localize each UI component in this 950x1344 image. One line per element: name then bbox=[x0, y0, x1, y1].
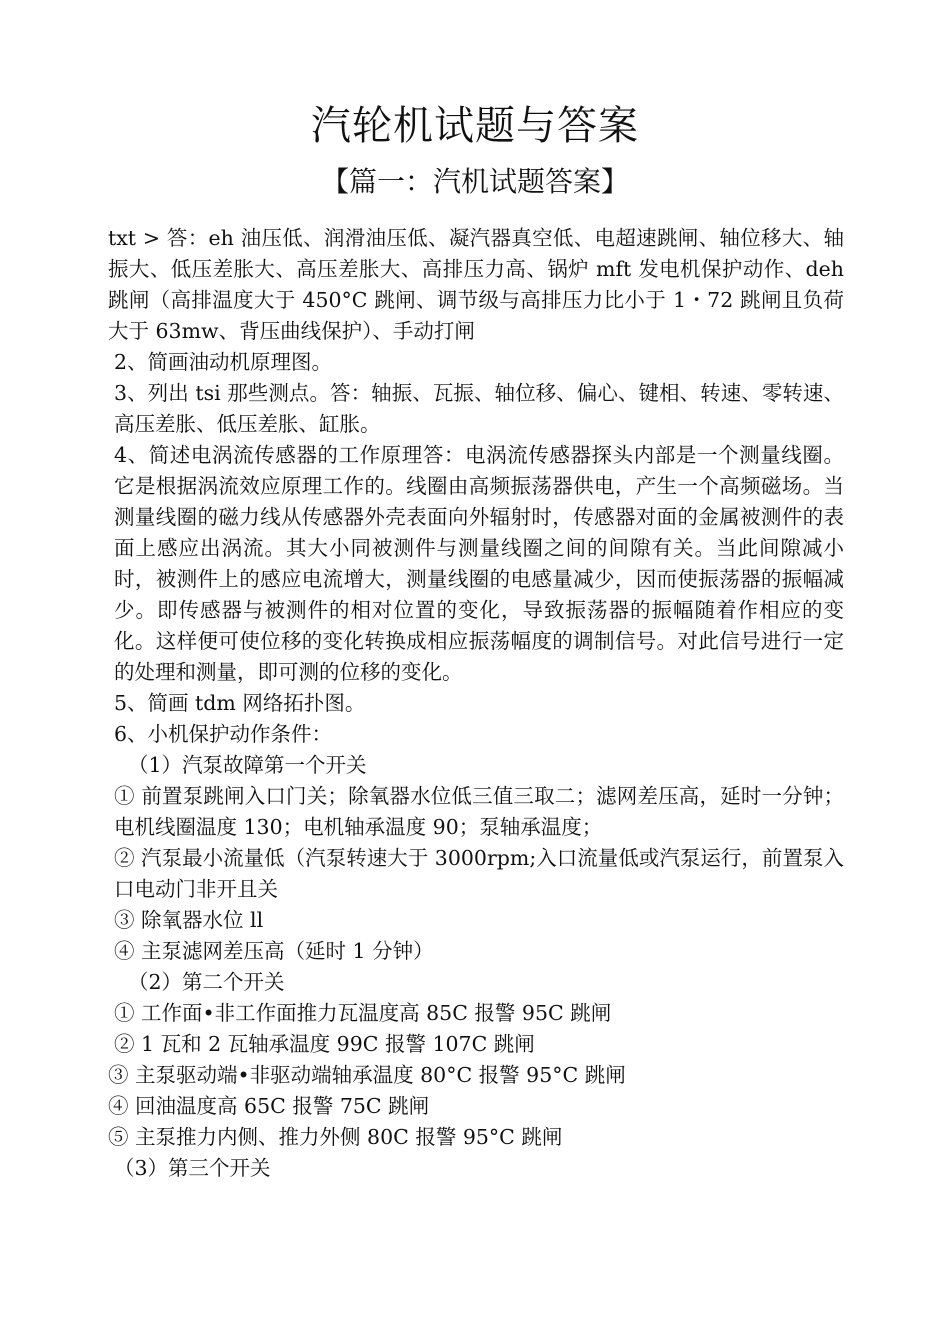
paragraph-answer-1: txt > 答：eh 油压低、润滑油压低、凝汽器真空低、电超速跳闸、轴位移大、轴振大、低压差胀大、高压差胀大、高排压力高、锅炉 mft 发电机保护动作、deh 跳闸（高排温度大于 450°C 跳闸、调节级与高排压力比小于 1・72 跳闸且负荷大于 63mw、背压曲线保护）、手动打闸 bbox=[108, 226, 844, 343]
paragraph-question-3: 3、列出 tsi 那些测点。答：轴振、瓦振、轴位移、偏心、键相、转速、零转速、高压差胀、低压差胀、缸胀。 bbox=[114, 381, 844, 436]
paragraph-question-6: 6、小机保护动作条件： bbox=[114, 722, 333, 746]
list-item: ① 前置泵跳闸入口门关；除氧器水位低三值三取二；滤网差压高，延时一分钟；电机线圈温度 130；电机轴承温度 90；泵轴承温度； bbox=[114, 784, 844, 839]
list-item: ③ 主泵驱动端•非驱动端轴承温度 80°C 报警 95°C 跳闸 bbox=[108, 1063, 626, 1087]
list-item: ② 汽泵最小流量低（汽泵转速大于 3000rpm;入口流量低或汽泵运行，前置泵入口电动门非开且关 bbox=[114, 846, 844, 901]
list-item: ④ 主泵滤网差压高（延时 1 分钟） bbox=[114, 939, 434, 963]
paragraph-question-5: 5、简画 tdm 网络拓扑图。 bbox=[114, 691, 366, 715]
paragraph-question-2: 2、简画油动机原理图。 bbox=[114, 350, 333, 374]
list-item: ① 工作面•非工作面推力瓦温度高 85C 报警 95C 跳闸 bbox=[114, 1001, 612, 1025]
list-item: ② 1 瓦和 2 瓦轴承温度 99C 报警 107C 跳闸 bbox=[114, 1032, 535, 1056]
list-item: ③ 除氧器水位 ll bbox=[114, 908, 264, 932]
subsection-first-switch: （1）汽泵故障第一个开关 bbox=[128, 753, 367, 777]
section-heading: 【篇一：汽机试题答案】 bbox=[320, 165, 629, 198]
list-item: ④ 回油温度高 65C 报警 75C 跳闸 bbox=[108, 1094, 430, 1118]
paragraph-question-4: 4、简述电涡流传感器的工作原理答：电涡流传感器探头内部是一个测量线圈。它是根据涡流效应原理工作的。线圈由高频振荡器供电，产生一个高频磁场。当测量线圈的磁力线从传感器外壳表面向外辐射时，传感器对面的金属被测件的表面上感应出涡流。其大小同被测件与测量线圈之间的间隙有关。当此间隙减小时，被测件上的感应电流增大，测量线圈的电感量减少，因而使振荡器的振幅减少。即传感器与被测件的相对位置的变化，导致振荡器的振幅随着作相应的变化。这样便可使位移的变化转换成相应振荡幅度的调制信号。对此信号进行一定的处理和测量，即可测的位移的变化。 bbox=[114, 443, 844, 684]
subsection-third-switch: （3）第三个开关 bbox=[114, 1156, 271, 1180]
subsection-second-switch: （2）第二个开关 bbox=[128, 970, 285, 994]
document-body bbox=[108, 223, 844, 1184]
list-item: ⑤ 主泵推力内侧、推力外侧 80C 报警 95°C 跳闸 bbox=[108, 1125, 563, 1149]
document-title: 汽轮机试题与答案 bbox=[311, 103, 639, 149]
